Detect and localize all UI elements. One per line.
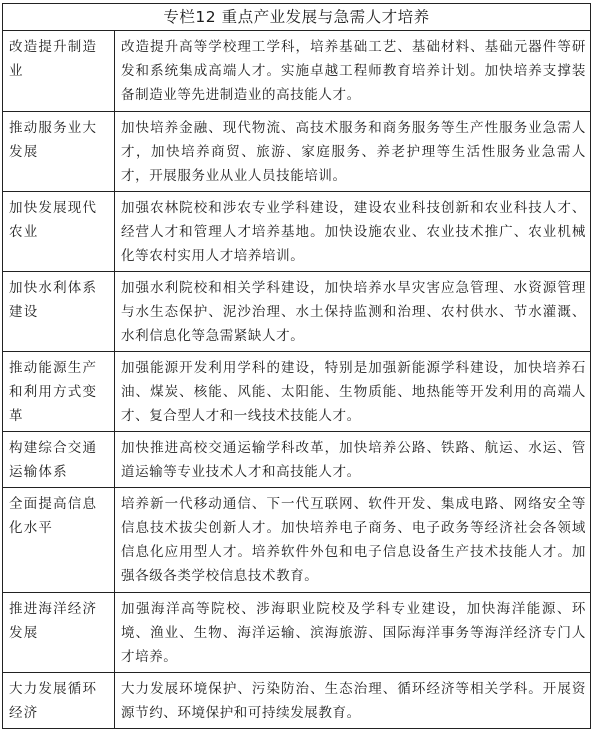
- row-description: 大力发展环境保护、污染防治、生态治理、循环经济等相关学科。开展资源节约、环境保护和可持续发展教育。: [115, 673, 591, 729]
- row-category: 加快发展现代农业: [3, 192, 115, 272]
- row-category: 加快水利体系建设: [3, 272, 115, 352]
- table-row: [3, 112, 591, 192]
- table-row: [3, 488, 591, 593]
- talent-table: [2, 3, 591, 729]
- row-category: 改造提升制造业: [3, 31, 115, 112]
- row-description: 加强农林院校和涉农专业学科建设，建设农业科技创新和农业科技人才、经营人才和管理人才培养基地。加快设施农业、农业技术推广、农业机械化等农村实用人才培养培训。: [115, 192, 591, 272]
- row-description: 加快培养金融、现代物流、高技术服务和商务服务等生产性服务业急需人才，加快培养商贸、旅游、家庭服务、养老护理等生活性服务业急需人才，开展服务业从业人员技能培训。: [115, 112, 591, 192]
- row-category: 推进海洋经济发展: [3, 593, 115, 673]
- row-description: 加快推进高校交通运输学科改革，加快培养公路、铁路、航运、水运、管道运输等专业技术人才和高技能人才。: [115, 432, 591, 488]
- table-row: [3, 272, 591, 352]
- table-row: [3, 352, 591, 432]
- table-row: [3, 192, 591, 272]
- row-category: 构建综合交通运输体系: [3, 432, 115, 488]
- row-category: 全面提高信息化水平: [3, 488, 115, 593]
- row-description: 加强水利院校和相关学科建设，加快培养水旱灾害应急管理、水资源管理与水生态保护、泥沙治理、水土保持监测和治理、农村供水、节水灌溉、水利信息化等急需紧缺人才。: [115, 272, 591, 352]
- row-description: 改造提升高等学校理工学科，培养基础工艺、基础材料、基础元器件等研发和系统集成高端人才。实施卓越工程师教育培养计划。加快培养支撑装备制造业等先进制造业的高技能人才。: [115, 31, 591, 112]
- table-row: [3, 593, 591, 673]
- table-row: [3, 432, 591, 488]
- table-row: [3, 673, 591, 729]
- row-description: 加强海洋高等院校、涉海职业院校及学科专业建设，加快海洋能源、环境、渔业、生物、海洋运输、滨海旅游、国际海洋事务等海洋经济专门人才培养。: [115, 593, 591, 673]
- row-description: 加强能源开发利用学科的建设，特别是加强新能源学科建设，加快培养石油、煤炭、核能、风能、太阳能、生物质能、地热能等开发利用的高端人才、复合型人才和一线技术技能人才。: [115, 352, 591, 432]
- table-row: [3, 31, 591, 112]
- table-title: 专栏12 重点产业发展与急需人才培养: [3, 4, 591, 31]
- row-category: 推动能源生产和利用方式变革: [3, 352, 115, 432]
- table-title-row: [3, 4, 591, 31]
- row-description: 培养新一代移动通信、下一代互联网、软件开发、集成电路、网络安全等信息技术拔尖创新人才。加快培养电子商务、电子政务等经济社会各领域信息化应用型人才。培养软件外包和电子信息设备生产技术技能人才。加强各级各类学校信息技术教育。: [115, 488, 591, 593]
- row-category: 大力发展循环经济: [3, 673, 115, 729]
- row-category: 推动服务业大发展: [3, 112, 115, 192]
